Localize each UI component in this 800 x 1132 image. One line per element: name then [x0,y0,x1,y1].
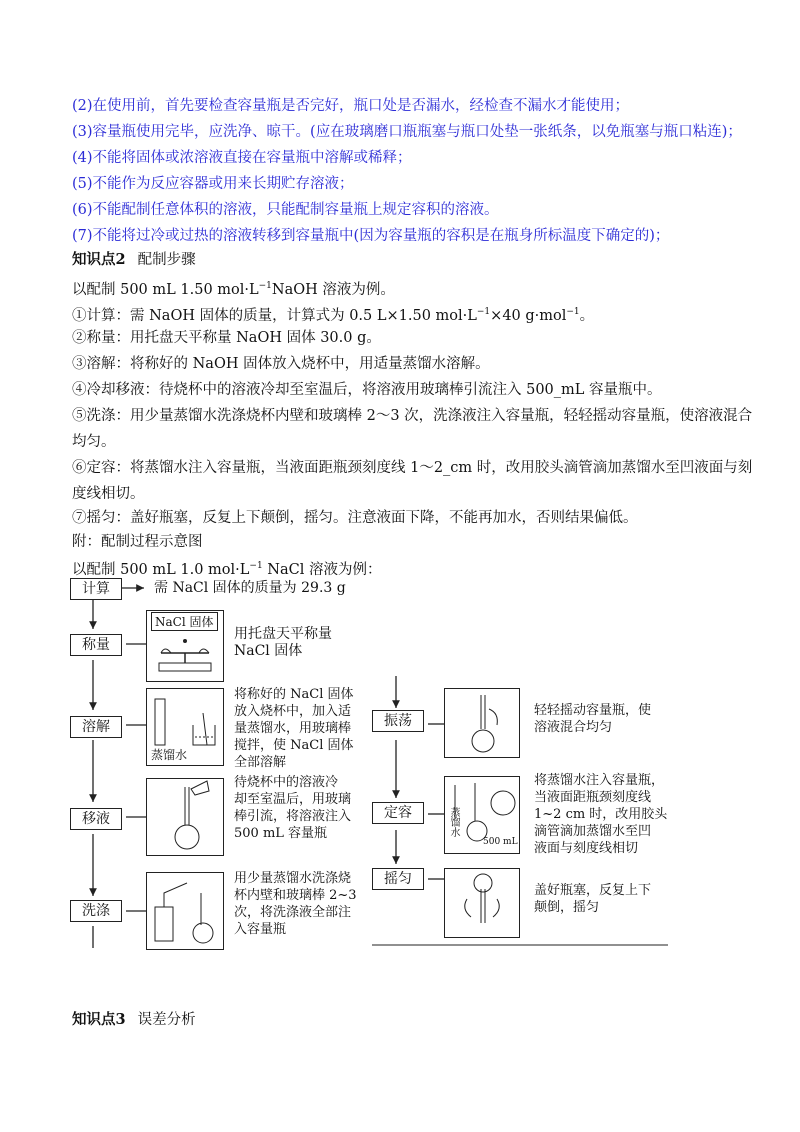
dissolve-desc-2: 放入烧杯中，加入适 [234,704,352,719]
intro-pre: 以配制 500 mL 1.50 mol·L [72,281,259,298]
step-label-makeup: 定容 [372,802,424,824]
note-4: (4)不能将固体或浓溶液直接在容量瓶中溶解或稀释； [72,150,412,166]
step-5b: 均匀。 [72,434,116,450]
intro-post: NaOH 溶液为例。 [271,281,395,298]
step-1-mid: ×40 g·mol [490,307,567,324]
note-3: (3)容量瓶使用完毕，应洗净、晾干。(应在玻璃磨口瓶瓶塞与瓶口处垫一张纸条，以免瓶塞与瓶口粘连)； [72,124,742,140]
distilled-water-label: 蒸馏水 [151,748,188,762]
weigh-desc-2: NaCl 固体 [234,643,303,659]
section-heading-kp3 [72,1010,196,1030]
kp3-title: 知识点3 [72,1011,126,1028]
step-7: ⑦摇匀：盖好瓶塞，反复上下颠倒，摇匀。注意液面下降，不能再加水，否则结果偏低。 [72,510,638,526]
dissolve-desc-4: 搅拌，使 NaCl 固体 [234,738,354,753]
intro-sup: −1 [258,281,272,291]
note-7: (7)不能将过冷或过热的溶液转移到容量瓶中(因为容量瓶的容积是在瓶身所标温度下确定的)； [72,228,670,244]
wash-bottle-icon [147,873,223,949]
note-5: (5)不能作为反应容器或用来长期贮存溶液； [72,176,354,192]
makeup-desc-3: 1~2 cm 时，改用胶头 [534,807,668,822]
volumetric-flask-icon [147,779,223,855]
step-6b: 度线相切。 [72,486,145,502]
makeup-description [534,772,667,857]
step-label-weigh: 称量 [70,634,122,656]
step-label-wash: 洗涤 [70,900,122,922]
process-diagram [66,576,676,948]
transfer-desc-1: 待烧杯中的溶液冷 [234,775,339,790]
kp2-subtitle: 配制步骤 [137,252,196,268]
wash-desc-3: 次，将洗涤液全部注 [234,905,352,920]
shake-flask-icon [445,869,519,937]
dissolve-description [234,686,354,771]
step-1-sup2: −1 [566,307,580,317]
transfer-desc-4: 500 mL 容量瓶 [234,826,328,841]
transfer-figure [146,778,224,856]
step-3: ③溶解：将称好的 NaOH 固体放入烧杯中，用适量蒸馏水溶解。 [72,356,490,372]
appendix-line: 附：配制过程示意图 [72,534,203,550]
swirl-desc-2: 溶液混合均匀 [534,720,613,735]
step-1-pre: ①计算：需 NaOH 固体的质量，计算式为 0.5 L×1.50 mol·L [72,307,477,324]
swirl-description [534,702,651,736]
transfer-desc-2: 却至室温后，用玻璃 [234,792,352,807]
step-2: ②称量：用托盘天平称量 NaOH 固体 30.0 g。 [72,330,381,346]
step-label-shake: 摇匀 [372,868,424,890]
shake-figure [444,868,520,938]
swirl-desc-1: 轻轻摇动容量瓶，使 [534,703,652,718]
dissolve-desc-1: 将称好的 NaCl 固体 [234,687,354,702]
dissolve-desc-3: 量蒸馏水，用玻璃棒 [234,721,352,736]
balance-figure [146,610,224,682]
step-4: ④冷却移液：待烧杯中的溶液冷却至室温后，将溶液用玻璃棒引流注入 500_mL 容量瓶中。 [72,382,662,398]
dissolve-figure [146,688,224,766]
makeup-desc-2: 当液面距瓶颈刻度线 [534,790,652,805]
step-label-swirl: 振荡 [372,710,424,732]
step-5a: ⑤洗涤：用少量蒸馏水洗涤烧杯内壁和玻璃棒 2～3 次，洗涤液注入容量瓶，轻轻摇动容量瓶，使溶液混合 [72,408,753,424]
kp3-subtitle: 误差分析 [137,1012,196,1028]
wash-figure [146,872,224,950]
makeup-desc-4: 滴管滴加蒸馏水至凹 [534,824,652,839]
weigh-desc-1: 用托盘天平称量 [234,626,332,642]
dissolve-desc-5: 全部溶解 [234,755,287,770]
makeup-water-label: 蒸馏水 [448,807,459,837]
step-1 [72,302,594,326]
example-pre: 以配制 500 mL 1.0 mol·L [72,561,250,578]
makeup-desc-5: 液面与刻度线相切 [534,841,639,856]
wash-desc-1: 用少量蒸馏水洗涤烧 [234,871,352,886]
swirl-flask-icon [445,689,519,757]
transfer-desc-3: 棒引流，将溶液注入 [234,809,352,824]
step-1-sup1: −1 [476,307,491,317]
intro-line [72,276,395,300]
wash-desc-2: 杯内壁和玻璃棒 2~3 [234,888,357,903]
shake-desc-1: 盖好瓶塞，反复上下 [534,883,652,898]
shake-desc-2: 颠倒，摇匀 [534,900,600,915]
shake-description [534,882,651,916]
note-6: (6)不能配制任意体积的溶液，只能配制容量瓶上规定容积的溶液。 [72,202,499,218]
wash-description [234,870,357,938]
balance-icon [147,611,223,681]
transfer-description [234,774,351,842]
section-heading-kp2 [72,250,196,270]
step-label-transfer: 移液 [70,808,122,830]
makeup-500-label: 500 mL [483,837,518,847]
wash-desc-4: 入容量瓶 [234,922,287,937]
makeup-figure [444,776,520,854]
example-sup: −1 [249,561,263,571]
step-label-calc: 计算 [70,578,122,600]
weigh-description [234,626,332,660]
example-post: NaCl 溶液为例： [262,561,382,578]
nacl-solid-label: NaCl 固体 [151,612,218,631]
calc-description: 需 NaCl 固体的质量为 29.3 g [154,580,346,596]
step-1-post: 。 [579,307,595,324]
kp2-title: 知识点2 [72,251,126,268]
step-label-dissolve: 溶解 [70,716,122,738]
makeup-desc-1: 将蒸馏水注入容量瓶， [534,773,665,788]
step-6a: ⑥定容：将蒸馏水注入容量瓶，当液面距瓶颈刻度线 1～2_cm 时，改用胶头滴管滴加蒸馏水至凹液面与刻 [72,460,753,476]
note-2: (2)在使用前，首先要检查容量瓶是否完好，瓶口处是否漏水，经检查不漏水才能使用； [72,98,630,114]
swirl-figure [444,688,520,758]
